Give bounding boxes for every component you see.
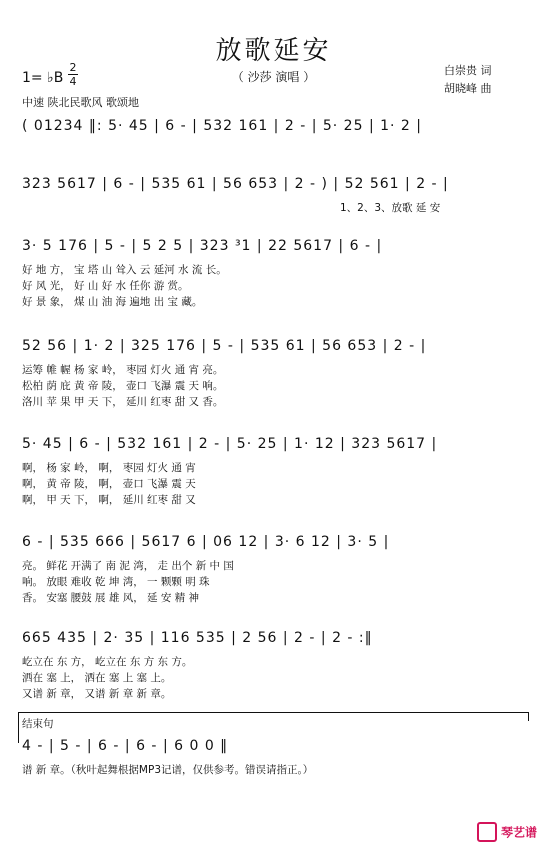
lyric-line-6-1: 亮。 鲜花 开满了 南 泥 湾， 走 出个 新 中 国 <box>22 560 234 572</box>
ending-label: 结束句 <box>22 718 54 730</box>
site-logo <box>477 823 537 843</box>
time-signature-bottom: 4 <box>69 75 77 88</box>
lyric-line-6-2: 响。 放眼 难收 乾 坤 湾， 一 颗颗 明 珠 <box>22 576 210 588</box>
lyricist-credit: 白崇贵 词 <box>444 64 492 77</box>
lyric-line-7-1: 屹立在 东 方， 屹立在 东 方 东 方。 <box>22 656 193 668</box>
singer-credit: （ 沙莎 演唱 ） <box>231 70 316 84</box>
lyric-line-7-3: 又谱 新 章， 又谱 新 章 新 章。 <box>22 688 172 700</box>
lyric-line-3-1: 好 地 方， 宝 塔 山 耸入 云 延河 水 流 长。 <box>22 264 227 276</box>
lyric-line-4-3: 洛川 苹 果 甲 天 下， 延川 红枣 甜 又 香。 <box>22 396 224 408</box>
notation-line-ending: 4 - | 5 - | 6 - | 6 - | 6 0 0 ‖ <box>22 738 229 754</box>
lyric-line-4-2: 松柏 荫 庇 黄 帝 陵， 壶口 飞瀑 震 天 响。 <box>22 380 224 392</box>
time-signature <box>68 62 78 87</box>
composer-credit: 胡晓峰 曲 <box>444 82 492 95</box>
lyric-line-4-1: 运筹 帷 幄 杨 家 岭， 枣园 灯火 通 宵 亮。 <box>22 364 224 376</box>
notation-line-2: 323 5617 | 6 - | 535 61 | 56 653 | 2 - ) | 52 561 | 2 - | <box>22 176 449 192</box>
lyric-line-ending: 谱 新 章。（秋叶起舞根据MP3记谱，仅供参考。错误请指正。） <box>22 764 314 776</box>
notation-line-7: 665 435 | 2· 35 | 116 535 | 2 56 | 2 - | 2 - :‖ <box>22 630 373 646</box>
lyric-line-5-3: 啊， 甲 天 下， 啊， 延川 红枣 甜 又 <box>22 494 196 506</box>
notation-line-3: 3· 5 176 | 5 - | 5 2 5 | 323 ³1 | 22 5617 | 6 - | <box>22 238 383 254</box>
lyric-line-5-2: 啊， 黄 帝 陵， 啊， 壶口 飞瀑 震 天 <box>22 478 196 490</box>
lyric-line-3-3: 好 景 象， 煤 山 油 海 遍地 出 宝 藏。 <box>22 296 203 308</box>
lyric-line-7-2: 洒在 塞 上， 洒在 塞 上 塞 上。 <box>22 672 172 684</box>
logo-text: 琴艺谱 <box>500 825 537 840</box>
notation-line-4: 52 56 | 1· 2 | 325 176 | 5 - | 535 61 | 56 653 | 2 - | <box>22 338 427 354</box>
lyric-line-6-3: 香。 安塞 腰鼓 展 雄 风， 延 安 精 神 <box>22 592 200 604</box>
notation-line-1: ( 01234 ‖: 5· 45 | 6 - | 532 161 | 2 - | 5· 25 | 1· 2 | <box>22 118 422 134</box>
logo-icon <box>477 822 497 842</box>
lyric-line-2-1: 1、2、3、放歌 延 安 <box>340 202 441 214</box>
key-signature: 1= ♭B <box>22 70 64 86</box>
notation-line-5: 5· 45 | 6 - | 532 161 | 2 - | 5· 25 | 1· 12 | 323 5617 | <box>22 436 438 452</box>
tempo-marking: 中速 陕北民歌风 歌颂地 <box>22 96 139 109</box>
notation-line-6: 6 - | 535 666 | 5617 6 | 06 12 | 3· 6 12 | 3· 5 | <box>22 534 390 550</box>
lyric-line-5-1: 啊， 杨 家 岭， 啊， 枣园 灯火 通 宵 <box>22 462 196 474</box>
time-signature-top: 2 <box>69 61 77 74</box>
lyric-line-3-2: 好 风 光， 好 山 好 水 任你 游 赏。 <box>22 280 189 292</box>
song-title: 放歌延安 <box>215 36 332 66</box>
